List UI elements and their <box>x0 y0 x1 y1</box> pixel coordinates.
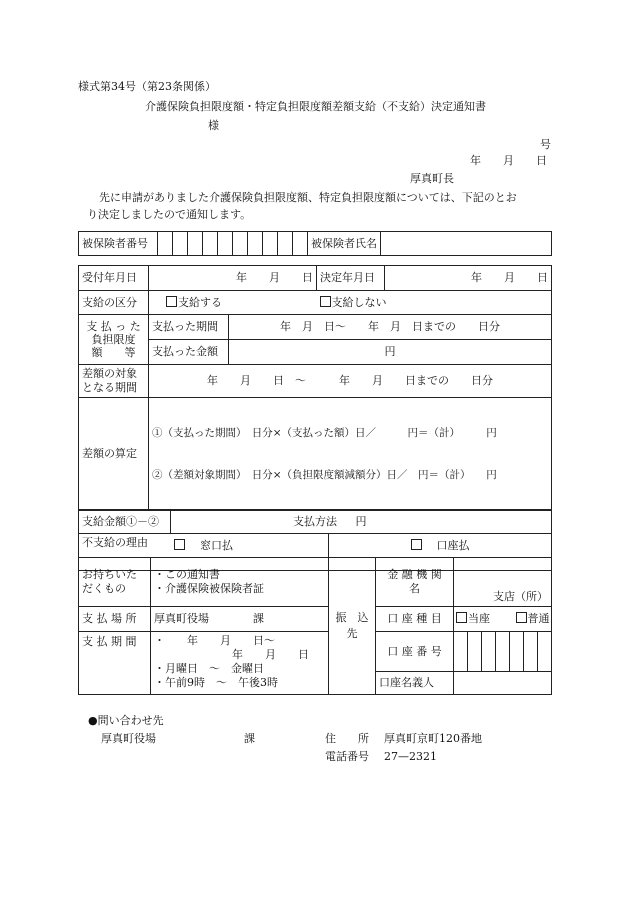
insured-number-label: 被保険者番号 <box>79 232 158 256</box>
payment-method-heading: 支払方法 <box>79 510 552 534</box>
ordinary-account-checkbox[interactable] <box>516 612 527 623</box>
inquiry-section: 課 <box>244 732 255 745</box>
bank-name-label <box>376 558 454 607</box>
current-account-label: 当座 <box>468 612 490 625</box>
account-number-digit[interactable] <box>454 632 468 672</box>
insured-number-digit[interactable] <box>188 232 203 256</box>
inquiry-address-label: 住 所 <box>325 732 369 745</box>
payment-place-field[interactable]: 厚真町役場 課 <box>151 607 329 632</box>
account-holder-field[interactable] <box>454 672 552 695</box>
transfer-destination-label <box>329 558 376 695</box>
inquiry-address: 厚真町京町120番地 <box>384 732 482 745</box>
account-number-digit[interactable] <box>482 632 496 672</box>
payment-category-label: 支給の区分 <box>79 291 149 315</box>
paid-group-label-line: 支 払 っ た <box>86 320 141 333</box>
branch-suffix: 支店（所） <box>493 590 548 603</box>
account-number-digit[interactable] <box>510 632 524 672</box>
paid-amount-label: 支払った金額 <box>149 340 229 365</box>
no-pay-checkbox[interactable] <box>320 296 331 307</box>
calculation-field[interactable] <box>149 398 552 511</box>
diff-target-label-line: 差額の対象 <box>82 367 137 380</box>
calculation-line-1: ①（支払った期間） 日分×（支払った額）日／ 円＝（計） 円 <box>152 427 497 439</box>
insured-number-digit[interactable] <box>248 232 263 256</box>
account-type-field <box>454 607 552 632</box>
paid-group-label-line: 額 等 <box>91 346 136 359</box>
insured-number-digit[interactable] <box>293 232 308 256</box>
insured-name-label: 被保険者氏名 <box>308 232 381 256</box>
body-text-line-1: 先に申請がありました介護保険負担限度額、特定負担限度額については、下記のとお <box>99 191 517 204</box>
decided-date-label: 決定年月日 <box>317 266 385 291</box>
payment-category-options <box>149 291 552 315</box>
insured-table <box>78 231 552 256</box>
payment-period-label: 支 払 期 間 <box>79 632 151 695</box>
issuer: 厚真町長 <box>410 172 454 185</box>
account-number-digit[interactable] <box>538 632 552 672</box>
decided-date-field[interactable]: 年 月 日 <box>385 266 552 291</box>
insured-number-digit[interactable] <box>158 232 173 256</box>
account-type-label: 口 座 種 目 <box>376 607 454 632</box>
insured-number-digit[interactable] <box>263 232 278 256</box>
paid-period-label: 支払った期間 <box>149 315 229 340</box>
diff-target-period-label <box>79 365 149 398</box>
payment-amount-label: 支給金額①－② <box>79 511 171 534</box>
payment-amount-field[interactable]: 円 <box>171 511 552 534</box>
paid-group-label-line: 負担限度 <box>91 333 136 346</box>
paid-amount-group-label <box>79 315 149 365</box>
body-text-line-2: り決定しましたので通知します。 <box>87 208 252 221</box>
account-number-digit[interactable] <box>496 632 510 672</box>
recipient-suffix: 様 <box>208 119 219 132</box>
paid-amount-field[interactable]: 円 <box>229 340 552 365</box>
payment-period-field[interactable] <box>151 632 329 695</box>
paid-period-field[interactable]: 年 月 日～ 年 月 日までの 日分 <box>229 315 552 340</box>
calculation-line-2: ②（差額対象期間） 日分×（負担限度額減額分）日／ 円＝（計） 円 <box>152 469 497 481</box>
account-number-digit[interactable] <box>524 632 538 672</box>
payment-period-line: ・月曜日 ～ 金曜日 <box>154 662 264 675</box>
received-date-field[interactable]: 年 月 日 <box>149 266 317 291</box>
pay-checkbox[interactable] <box>166 296 177 307</box>
payment-method-table <box>78 509 552 695</box>
transfer-label-line: 先 <box>346 627 358 640</box>
bank-name-field[interactable] <box>454 558 552 607</box>
payment-period-line: 年 月 日 <box>232 648 309 661</box>
window-payment-option <box>79 534 329 558</box>
window-payment-label: 窓口払 <box>200 538 233 552</box>
inquiry-phone: 27—2321 <box>384 750 437 763</box>
transfer-label-line: 振 込 <box>335 611 369 624</box>
bank-name-label-line: 名 <box>409 582 420 595</box>
diff-target-label-line: となる期間 <box>82 381 137 394</box>
no-pay-option-label: 支給しない <box>331 295 387 309</box>
inquiry-phone-label: 電話番号 <box>325 750 369 763</box>
account-holder-label: 口座名義人 <box>376 672 454 695</box>
current-account-checkbox[interactable] <box>456 612 467 623</box>
account-payment-checkbox[interactable] <box>411 539 422 550</box>
inquiry-heading: ●問い合わせ先 <box>88 714 164 727</box>
bank-name-label-line: 金 融 機 関 <box>387 568 442 581</box>
items-to-bring-list <box>151 558 329 607</box>
issue-date: 年 月 日 <box>470 154 547 167</box>
pay-option-label: 支給する <box>178 295 222 309</box>
rejection-reason-label: 不支給の理由 <box>82 536 148 549</box>
items-to-bring-label <box>79 558 151 607</box>
insured-number-digit[interactable] <box>233 232 248 256</box>
form-number: 様式第34号（第23条関係） <box>78 80 216 93</box>
payment-period-line: ・午前9時 ～ 午後3時 <box>154 676 278 689</box>
insured-number-digit[interactable] <box>218 232 233 256</box>
insured-number-digit[interactable] <box>173 232 188 256</box>
diff-target-period-field[interactable]: 年 月 日 ～ 年 月 日までの 日分 <box>149 365 552 398</box>
insured-name-field[interactable] <box>381 232 552 256</box>
inquiry-office: 厚真町役場 <box>101 732 156 745</box>
insured-number-digit[interactable] <box>278 232 293 256</box>
account-payment-option <box>329 534 552 558</box>
received-date-label: 受付年月日 <box>79 266 149 291</box>
calculation-label: 差額の算定 <box>79 398 149 511</box>
ordinary-account-label: 普通 <box>527 612 550 625</box>
payment-period-line: ・ 年 月 日～ <box>154 634 275 647</box>
payment-place-label: 支 払 場 所 <box>79 607 151 632</box>
items-to-bring-label-line: だくもの <box>82 582 126 595</box>
document-title: 介護保険負担限度額・特定負担限度額差額支給（不支給）決定通知書 <box>145 100 486 113</box>
items-to-bring-item: ・介護保険被保険者証 <box>154 582 264 595</box>
items-to-bring-item: ・この通知書 <box>154 568 220 581</box>
account-number-label: 口 座 番 号 <box>376 632 454 672</box>
items-to-bring-label-line: お持ちいた <box>82 568 137 581</box>
window-payment-checkbox[interactable] <box>174 539 185 550</box>
account-number-digit[interactable] <box>468 632 482 672</box>
account-payment-label: 口座払 <box>436 538 470 552</box>
insured-number-digit[interactable] <box>203 232 218 256</box>
document-number-label: 号 <box>540 138 551 151</box>
